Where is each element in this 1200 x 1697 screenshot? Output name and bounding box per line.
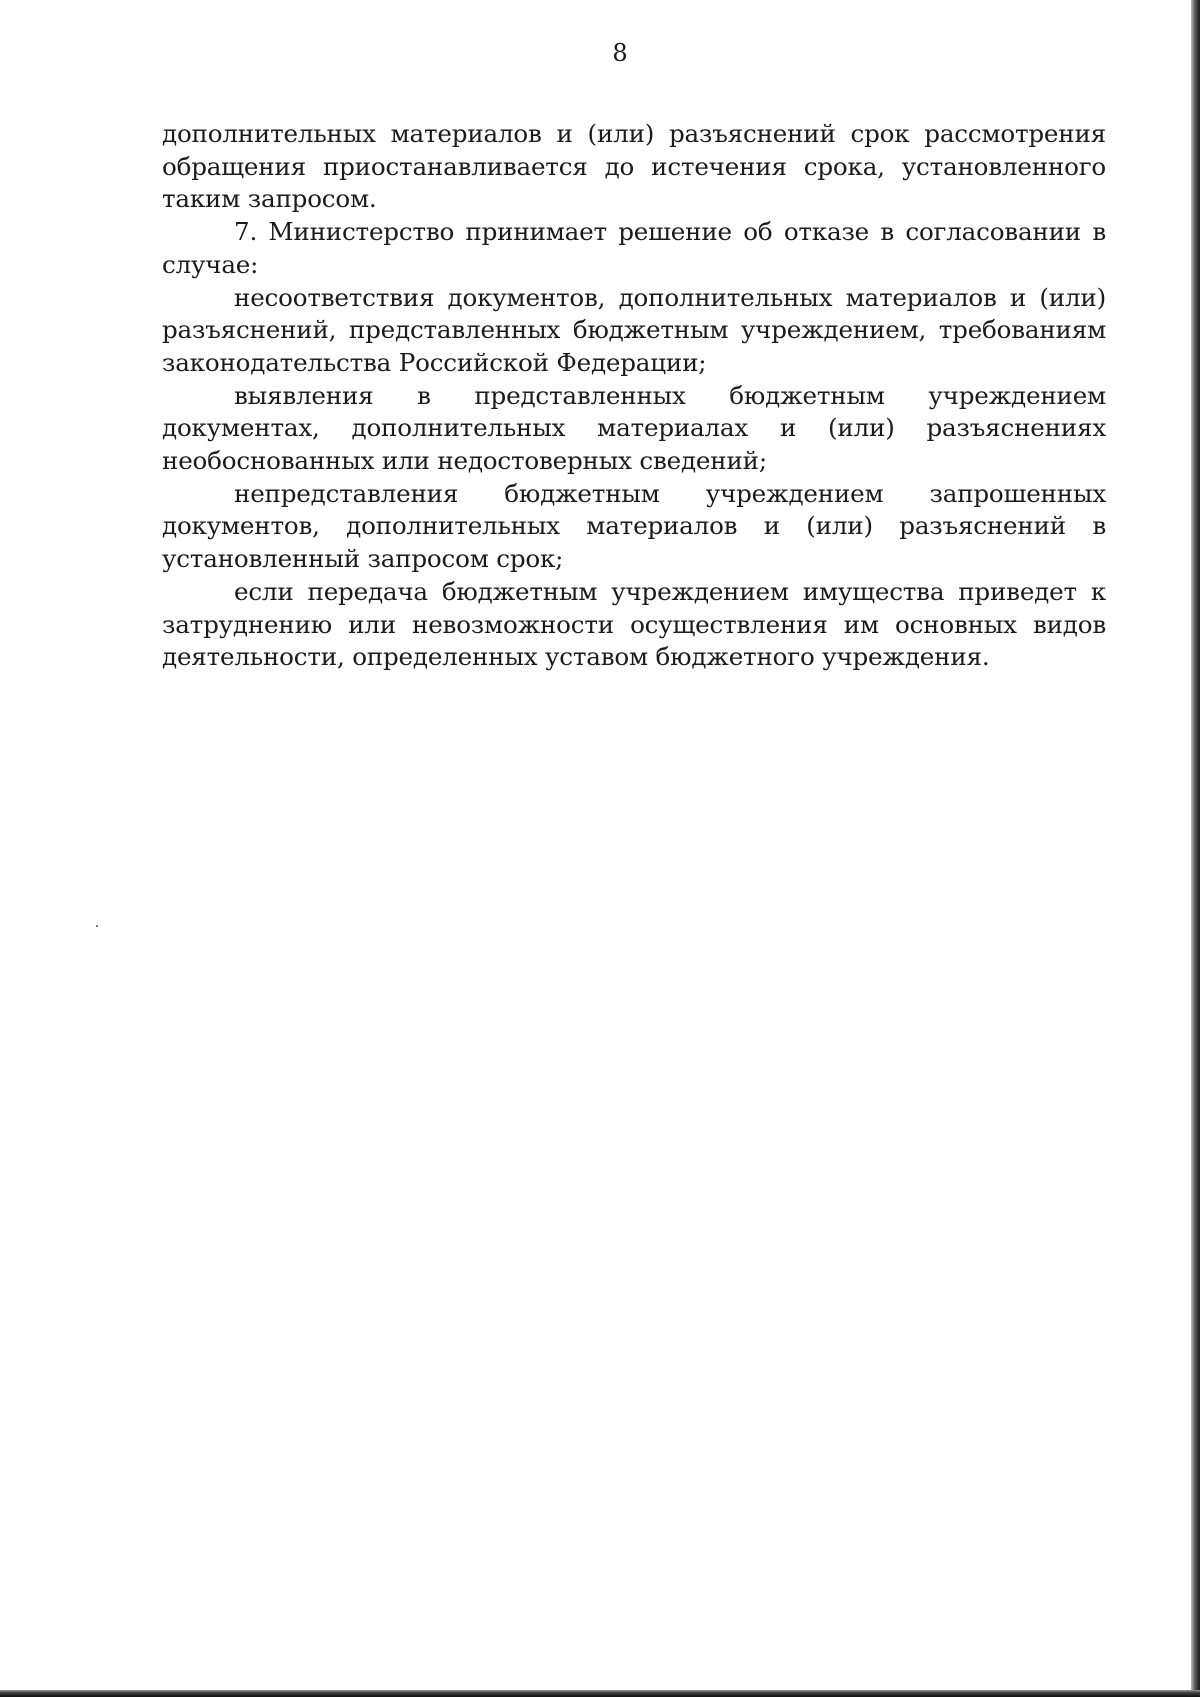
paragraph-reason-nonconformity: несоответствия документов, дополнительных материалов и (или) разъяснений, представленных бюджетным учреждением, требованиям законодательства Российской Федерации; bbox=[162, 282, 1106, 377]
document-body bbox=[162, 118, 1106, 674]
scan-speck bbox=[96, 925, 98, 927]
paragraph-continuation: дополнительных материалов и (или) разъяснений срок рассмотрения обращения приостанавливается до истечения срока, установленного таким запросом. bbox=[162, 119, 1106, 214]
paragraph-reason-activity-impairment: если передача бюджетным учреждением имущества приведет к затруднению или невозможности осуществления им основных видов деятельности, определенных уставом бюджетного учреждения. bbox=[162, 576, 1106, 672]
paragraph-reason-unreliable-data: выявления в представленных бюджетным учреждением документах, дополнительных материалах и (или) разъяснениях необоснованных или недостоверных сведений; bbox=[162, 380, 1106, 476]
page-edge-right bbox=[1191, 0, 1200, 1697]
page-number: 8 bbox=[612, 39, 628, 67]
page-edge-bottom bbox=[0, 1690, 1200, 1697]
paragraph-item-7: 7. Министерство принимает решение об отказе в согласовании в случае: bbox=[162, 217, 1106, 279]
paragraph-reason-not-submitted: непредставления бюджетным учреждением запрошенных документов, дополнительных материалов и (или) разъяснений в установленный запросом срок; bbox=[162, 478, 1106, 574]
